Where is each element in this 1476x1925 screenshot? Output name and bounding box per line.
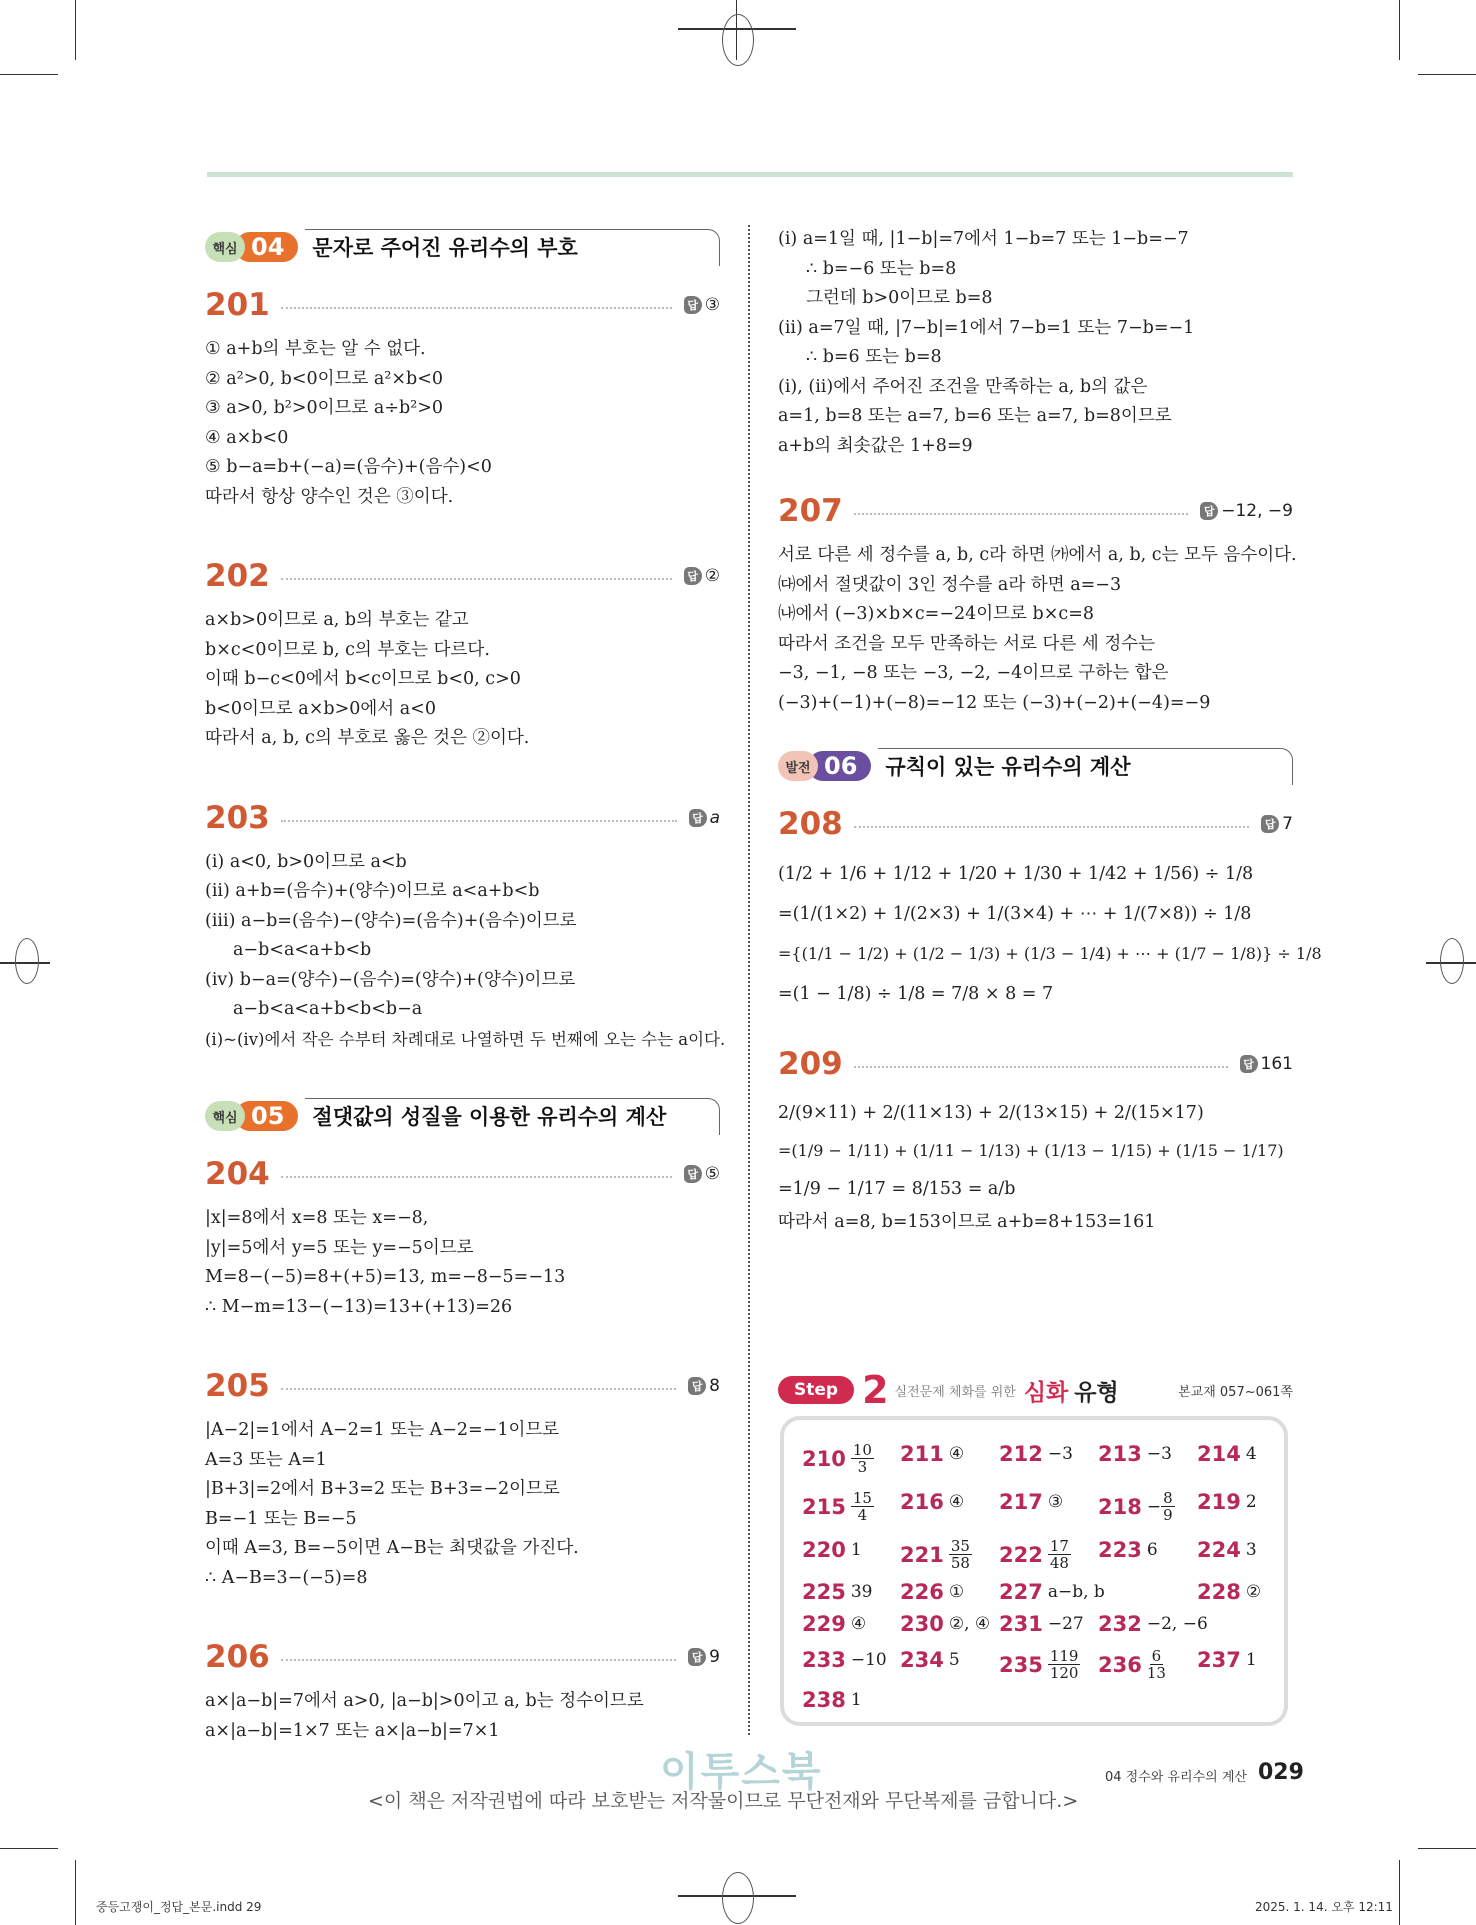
- answer-value: ①: [948, 1582, 965, 1602]
- solution-line: ∴ b=6 또는 b=8: [806, 347, 942, 367]
- answer-value: 2: [1245, 1492, 1257, 1512]
- solution-line: ⑤ b−a=b+(−a)=(음수)+(음수)<0: [205, 457, 492, 477]
- solution-line: (iii) a−b=(음수)−(양수)=(음수)+(음수)이므로: [205, 910, 577, 931]
- question-number: 237: [1197, 1648, 1241, 1672]
- solution-line: |B+3|=2에서 B+3=2 또는 B+3=−2이므로: [205, 1479, 560, 1499]
- solution-line: ∴ A−B=3−(−5)=8: [205, 1567, 368, 1588]
- answer-value: 4: [1245, 1444, 1257, 1464]
- problem-header-204: [205, 1156, 720, 1192]
- answer-value: ②, ④: [948, 1614, 991, 1634]
- answer-icon: 답: [688, 1377, 706, 1395]
- right-column: [778, 225, 1322, 1238]
- question-number: 225: [802, 1580, 846, 1604]
- answer-item: [802, 1442, 874, 1475]
- answer-item: [999, 1612, 1084, 1636]
- solution-line: ∴ M−m=13−(−13)=13+(+13)=26: [205, 1296, 513, 1317]
- solution-line: 그런데 b>0이므로 b=8: [806, 288, 993, 308]
- problem-number: 204: [205, 1156, 270, 1192]
- solution-line: 따라서 a, b, c의 부호로 옳은 것은 ②이다.: [205, 728, 530, 748]
- question-number: 214: [1197, 1442, 1241, 1466]
- answer-item: [900, 1580, 964, 1604]
- question-number: 224: [1197, 1538, 1241, 1562]
- question-number: 233: [802, 1648, 846, 1672]
- solution-line: (ii) a=7일 때, |7−b|=1에서 7−b=1 또는 7−b=−1: [778, 317, 1195, 338]
- textbook-reference: 본교재 057~061쪽: [1178, 1384, 1293, 1400]
- answer-value: ③: [1047, 1492, 1064, 1512]
- solution-line: a−b<a<a+b<b<b−a: [233, 999, 423, 1019]
- answer-value: 9: [709, 1647, 720, 1667]
- crop-mark: [0, 1848, 58, 1849]
- answer-value: ②: [1245, 1582, 1262, 1602]
- answer-label: [688, 1647, 720, 1667]
- problem-number: 202: [205, 558, 270, 594]
- crop-mark: [1399, 1860, 1400, 1925]
- answer-value: 39: [850, 1582, 873, 1602]
- solution-line: 따라서 조건을 모두 만족하는 서로 다른 세 정수는: [778, 633, 1156, 654]
- publisher-watermark: 이투스북: [660, 1749, 823, 1795]
- equation-line: =(1 − 1/8) ÷ 1/8 = 7/8 × 8 = 7: [778, 984, 1054, 1004]
- question-number: 219: [1197, 1490, 1241, 1514]
- fraction: $\frac{8}{9}$: [1163, 1489, 1173, 1524]
- answer-value: −12, −9: [1221, 501, 1293, 521]
- question-number: 217: [999, 1490, 1043, 1514]
- dotted-leader: [281, 820, 677, 822]
- solution-line: a−b<a<a+b<b: [233, 940, 372, 960]
- question-number: 210: [802, 1446, 846, 1471]
- registration-circle: [722, 1872, 754, 1924]
- problem-number: 205: [205, 1368, 270, 1404]
- solution-line: (i), (ii)에서 주어진 조건을 만족하는 a, b의 값은: [778, 376, 1148, 397]
- copyright-notice: <이 책은 저작권법에 따라 보호받는 저작물이므로 무단전재와 무단복제를 금합니다.>: [368, 1790, 1079, 1812]
- solution-line: A=3 또는 A=1: [205, 1449, 327, 1470]
- equation-line: (1/2 + 1/6 + 1/12 + 1/20 + 1/30 + 1/42 + 1/56) ÷ 1/8: [778, 864, 1254, 884]
- answer-label: [1261, 814, 1293, 834]
- question-number: 216: [900, 1490, 944, 1514]
- solution-line: 이때 b−c<0에서 b<c이므로 b<0, c>0: [205, 669, 521, 689]
- equation-line: =(1/(1×2) + 1/(2×3) + 1/(3×4) + ⋯ + 1/(7×8)) ÷ 1/8: [778, 904, 1252, 924]
- answer-label: [684, 295, 720, 315]
- problem-number: 206: [205, 1639, 270, 1675]
- answer-item: [1197, 1580, 1261, 1604]
- question-number: 215: [802, 1494, 846, 1519]
- section-tag: 발전: [778, 751, 818, 781]
- answer-value: 1: [850, 1690, 862, 1710]
- answer-label: [689, 808, 720, 828]
- answer-item: [802, 1580, 872, 1604]
- solution-line: ㈏에서 (−3)×b×c=−24이므로 b×c=8: [778, 604, 1094, 624]
- answer-label: [1200, 501, 1293, 521]
- answer-icon: 답: [688, 1648, 706, 1666]
- answer-value: 161: [1260, 1054, 1293, 1074]
- answer-value: ⑤: [704, 1164, 720, 1184]
- solution-line: (i) a<0, b>0이므로 a<b: [205, 851, 407, 872]
- question-number: 227: [999, 1580, 1043, 1604]
- question-number: 236: [1098, 1652, 1142, 1677]
- answer-item: [802, 1538, 862, 1562]
- step-header: [778, 1370, 1293, 1410]
- solution-line: ① a+b의 부호는 알 수 없다.: [205, 339, 426, 359]
- crop-mark: [75, 1860, 76, 1925]
- question-number: 212: [999, 1442, 1043, 1466]
- answer-icon: 답: [1240, 1055, 1258, 1073]
- fraction: $\frac{119}{120}$: [1049, 1647, 1079, 1682]
- crop-mark: [0, 74, 58, 75]
- answer-item: [999, 1442, 1073, 1466]
- solution-line: (iv) b−a=(양수)−(음수)=(양수)+(양수)이므로: [205, 969, 576, 990]
- answer-item: [1098, 1648, 1166, 1681]
- fraction: $\frac{10}{3}$: [852, 1441, 872, 1476]
- solution-line: 이때 A=3, B=−5이면 A−B는 최댓값을 가진다.: [205, 1538, 579, 1558]
- step-number: 2: [862, 1368, 889, 1412]
- answer-value: ④: [948, 1444, 965, 1464]
- equation-line: =(1/9 − 1/11) + (1/11 − 1/13) + (1/13 − 1/15) + (1/15 − 1/17): [778, 1141, 1284, 1160]
- solution-line: a×|a−b|=1×7 또는 a×|a−b|=7×1: [205, 1720, 500, 1741]
- question-number: 238: [802, 1688, 846, 1712]
- answer-value: a: [709, 807, 720, 828]
- answer-item: [1197, 1490, 1257, 1514]
- answer-value: ②: [704, 566, 720, 586]
- solution-line: −3, −1, −8 또는 −3, −2, −4이므로 구하는 합은: [778, 663, 1169, 683]
- dotted-leader: [854, 826, 1249, 828]
- solution-line: M=8−(−5)=8+(+5)=13, m=−8−5=−13: [205, 1267, 566, 1287]
- question-number: 228: [1197, 1580, 1241, 1604]
- column-divider: [748, 225, 750, 1735]
- answer-value: −10: [850, 1650, 887, 1670]
- answer-item: [802, 1612, 866, 1636]
- registration-circle: [15, 938, 39, 984]
- crop-mark: [75, 0, 76, 60]
- answer-item: [802, 1490, 874, 1523]
- section-title: 문자로 주어진 유리수의 부호: [312, 232, 583, 262]
- fraction: $\frac{35}{58}$: [950, 1537, 970, 1572]
- solution-line: ∴ b=−6 또는 b=8: [806, 258, 957, 279]
- dotted-leader: [854, 513, 1188, 515]
- step-title-accent: 심화: [1023, 1379, 1069, 1406]
- answer-item: [1197, 1442, 1257, 1466]
- fraction: $\frac{17}{48}$: [1049, 1537, 1069, 1572]
- header-band: [207, 172, 1293, 177]
- question-number: 218: [1098, 1494, 1142, 1519]
- answer-value: −27: [1047, 1614, 1084, 1634]
- answer-item: [900, 1442, 964, 1466]
- answer-item: [999, 1538, 1071, 1571]
- question-number: 222: [999, 1542, 1043, 1567]
- answer-item: [802, 1688, 862, 1712]
- equation-line: ={(1/1 − 1/2) + (1/2 − 1/3) + (1/3 − 1/4) + ⋯ + (1/7 − 1/8)} ÷ 1/8: [778, 944, 1322, 963]
- answer-item: [1098, 1538, 1158, 1562]
- registration-circle: [722, 14, 754, 66]
- question-number: 213: [1098, 1442, 1142, 1466]
- problem-header-207: [778, 493, 1293, 529]
- question-number: 235: [999, 1652, 1043, 1677]
- question-number: 234: [900, 1648, 944, 1672]
- dotted-leader: [281, 578, 672, 580]
- answer-value: −3: [1146, 1444, 1172, 1464]
- page-number: 029: [1258, 1760, 1304, 1785]
- solution-line: b×c<0이므로 b, c의 부호는 다르다.: [205, 639, 490, 660]
- question-number: 226: [900, 1580, 944, 1604]
- solution-line: (i)~(iv)에서 작은 수부터 차례대로 나열하면 두 번째에 오는 수는 a이다.: [205, 1029, 726, 1049]
- section-header-05: [205, 1094, 720, 1138]
- question-number: 229: [802, 1612, 846, 1636]
- answer-item: [1098, 1442, 1172, 1466]
- dotted-leader: [281, 1388, 676, 1390]
- section-number: 06: [808, 751, 871, 781]
- answer-item: [900, 1612, 990, 1636]
- solution-line: B=−1 또는 B=−5: [205, 1508, 357, 1529]
- question-number: 211: [900, 1442, 944, 1466]
- solution-line: ④ a×b<0: [205, 427, 289, 448]
- solution-line: a×|a−b|=7에서 a>0, |a−b|>0이고 a, b는 정수이므로: [205, 1691, 644, 1711]
- file-name: 중등고쟁이_정답_본문.indd 29: [96, 1900, 262, 1914]
- answer-item: [1197, 1538, 1257, 1562]
- answer-value: ④: [948, 1492, 965, 1512]
- dotted-leader: [854, 1066, 1228, 1068]
- answer-value: −: [1146, 1496, 1162, 1517]
- question-number: 223: [1098, 1538, 1142, 1562]
- answer-value: −3: [1047, 1444, 1073, 1464]
- answer-icon: 답: [684, 296, 702, 314]
- section-number: 05: [235, 1101, 298, 1131]
- answer-item: [999, 1580, 1105, 1604]
- solution-line: 따라서 항상 양수인 것은 ③이다.: [205, 486, 454, 507]
- answer-value: −2, −6: [1146, 1614, 1208, 1634]
- answer-value: 7: [1282, 814, 1293, 834]
- problem-number: 203: [205, 799, 270, 836]
- answer-label: [1240, 1054, 1293, 1074]
- answer-summary-box: [780, 1416, 1288, 1726]
- answer-label: [684, 1164, 720, 1184]
- answer-item: [802, 1648, 887, 1672]
- section-tag: 핵심: [205, 1101, 245, 1131]
- problem-header-209: [778, 1046, 1293, 1082]
- problem-number: 207: [778, 493, 843, 529]
- answer-value: a−b, b: [1047, 1582, 1105, 1602]
- answer-label: [684, 566, 720, 586]
- section-title: 절댓값의 성질을 이용한 유리수의 계산: [312, 1101, 672, 1131]
- chapter-label: 04 정수와 유리수의 계산: [1105, 1770, 1247, 1785]
- section-number: 04: [235, 232, 298, 262]
- answer-value: 3: [1245, 1540, 1257, 1560]
- problem-number: 201: [205, 287, 270, 323]
- question-number: 232: [1098, 1612, 1142, 1636]
- answer-item: [1098, 1612, 1208, 1636]
- answer-item: [999, 1648, 1080, 1681]
- print-datetime: 2025. 1. 14. 오후 12:11: [1255, 1900, 1393, 1914]
- answer-item: [900, 1490, 964, 1514]
- solution-line: ② a²>0, b<0이므로 a²×b<0: [205, 368, 444, 389]
- dotted-leader: [281, 1659, 676, 1661]
- registration-circle: [1440, 938, 1464, 984]
- question-number: 230: [900, 1612, 944, 1636]
- question-number: 221: [900, 1542, 944, 1567]
- problem-header-208: [778, 806, 1293, 842]
- problem-number: 209: [778, 1046, 843, 1082]
- section-header-06: [778, 744, 1293, 788]
- problem-header-201: [205, 287, 720, 323]
- solution-line: (−3)+(−1)+(−8)=−12 또는 (−3)+(−2)+(−4)=−9: [778, 692, 1211, 713]
- fraction: $\frac{15}{4}$: [852, 1489, 872, 1524]
- dotted-leader: [281, 307, 672, 309]
- answer-value: 1: [850, 1540, 862, 1560]
- solution-line: a+b의 최솟값은 1+8=9: [778, 435, 973, 456]
- solution-line: (ii) a+b=(음수)+(양수)이므로 a<a+b<b: [205, 881, 540, 901]
- step-title: 유형: [1074, 1379, 1119, 1406]
- equation-line: =1/9 − 1/17 = 8/153 = a/b: [778, 1179, 1016, 1199]
- section-header-04: [205, 225, 720, 269]
- solution-line: a×b>0이므로 a, b의 부호는 같고: [205, 610, 469, 630]
- answer-label: [688, 1376, 720, 1396]
- answer-item: [900, 1538, 972, 1571]
- solution-line: ㈐에서 절댓값이 3인 정수를 a라 하면 a=−3: [778, 574, 1122, 595]
- solution-line: 따라서 a=8, b=153이므로 a+b=8+153=161: [778, 1212, 1156, 1232]
- answer-icon: 답: [684, 567, 702, 585]
- answer-item: [999, 1490, 1063, 1514]
- problem-header-206: [205, 1639, 720, 1675]
- left-column: [205, 225, 726, 1746]
- crop-mark: [1399, 0, 1400, 60]
- solution-line: |y|=5에서 y=5 또는 y=−5이므로: [205, 1237, 474, 1258]
- solution-line: |A−2|=1에서 A−2=1 또는 A−2=−1이므로: [205, 1420, 560, 1440]
- section-tag: 핵심: [205, 232, 245, 262]
- dotted-leader: [281, 1176, 672, 1178]
- fraction: $\frac{6}{13}$: [1146, 1647, 1166, 1682]
- solution-line: ③ a>0, b²>0이므로 a÷b²>0: [205, 398, 444, 418]
- answer-item: [1197, 1648, 1257, 1672]
- answer-icon: 답: [684, 1165, 702, 1183]
- equation-line: 2/(9×11) + 2/(11×13) + 2/(13×15) + 2/(15×17): [778, 1103, 1204, 1123]
- crop-mark: [1418, 1848, 1476, 1849]
- section-title: 규칙이 있는 유리수의 계산: [885, 751, 1136, 781]
- answer-icon: 답: [1200, 502, 1218, 520]
- problem-header-205: [205, 1368, 720, 1404]
- solution-line: 서로 다른 세 정수를 a, b, c라 하면 ㈎에서 a, b, c는 모두 음수이다.: [778, 545, 1297, 565]
- answer-item: [900, 1648, 960, 1672]
- solution-line: b<0이므로 a×b>0에서 a<0: [205, 698, 436, 719]
- solution-line: (i) a=1일 때, |1−b|=7에서 1−b=7 또는 1−b=−7: [778, 229, 1189, 249]
- answer-icon: 답: [1261, 815, 1279, 833]
- step-subtitle: 실전문제 체화를 위한: [894, 1384, 1016, 1400]
- problem-header-202: [205, 558, 720, 594]
- answer-value: ③: [704, 295, 720, 315]
- problem-header-203: [205, 800, 720, 836]
- answer-icon: 답: [689, 809, 707, 827]
- answer-value: 8: [709, 1376, 720, 1396]
- solution-line: a=1, b=8 또는 a=7, b=6 또는 a=7, b=8이므로: [778, 406, 1172, 426]
- answer-item: [1098, 1490, 1175, 1523]
- answer-value: 1: [1245, 1650, 1257, 1670]
- answer-value: ④: [850, 1614, 867, 1634]
- answer-value: 6: [1146, 1540, 1158, 1560]
- question-number: 231: [999, 1612, 1043, 1636]
- solution-line: |x|=8에서 x=8 또는 x=−8,: [205, 1208, 429, 1228]
- crop-mark: [1418, 74, 1476, 75]
- question-number: 220: [802, 1538, 846, 1562]
- answer-value: 5: [948, 1650, 960, 1670]
- step-pill: Step: [778, 1376, 854, 1404]
- problem-number: 208: [778, 806, 843, 842]
